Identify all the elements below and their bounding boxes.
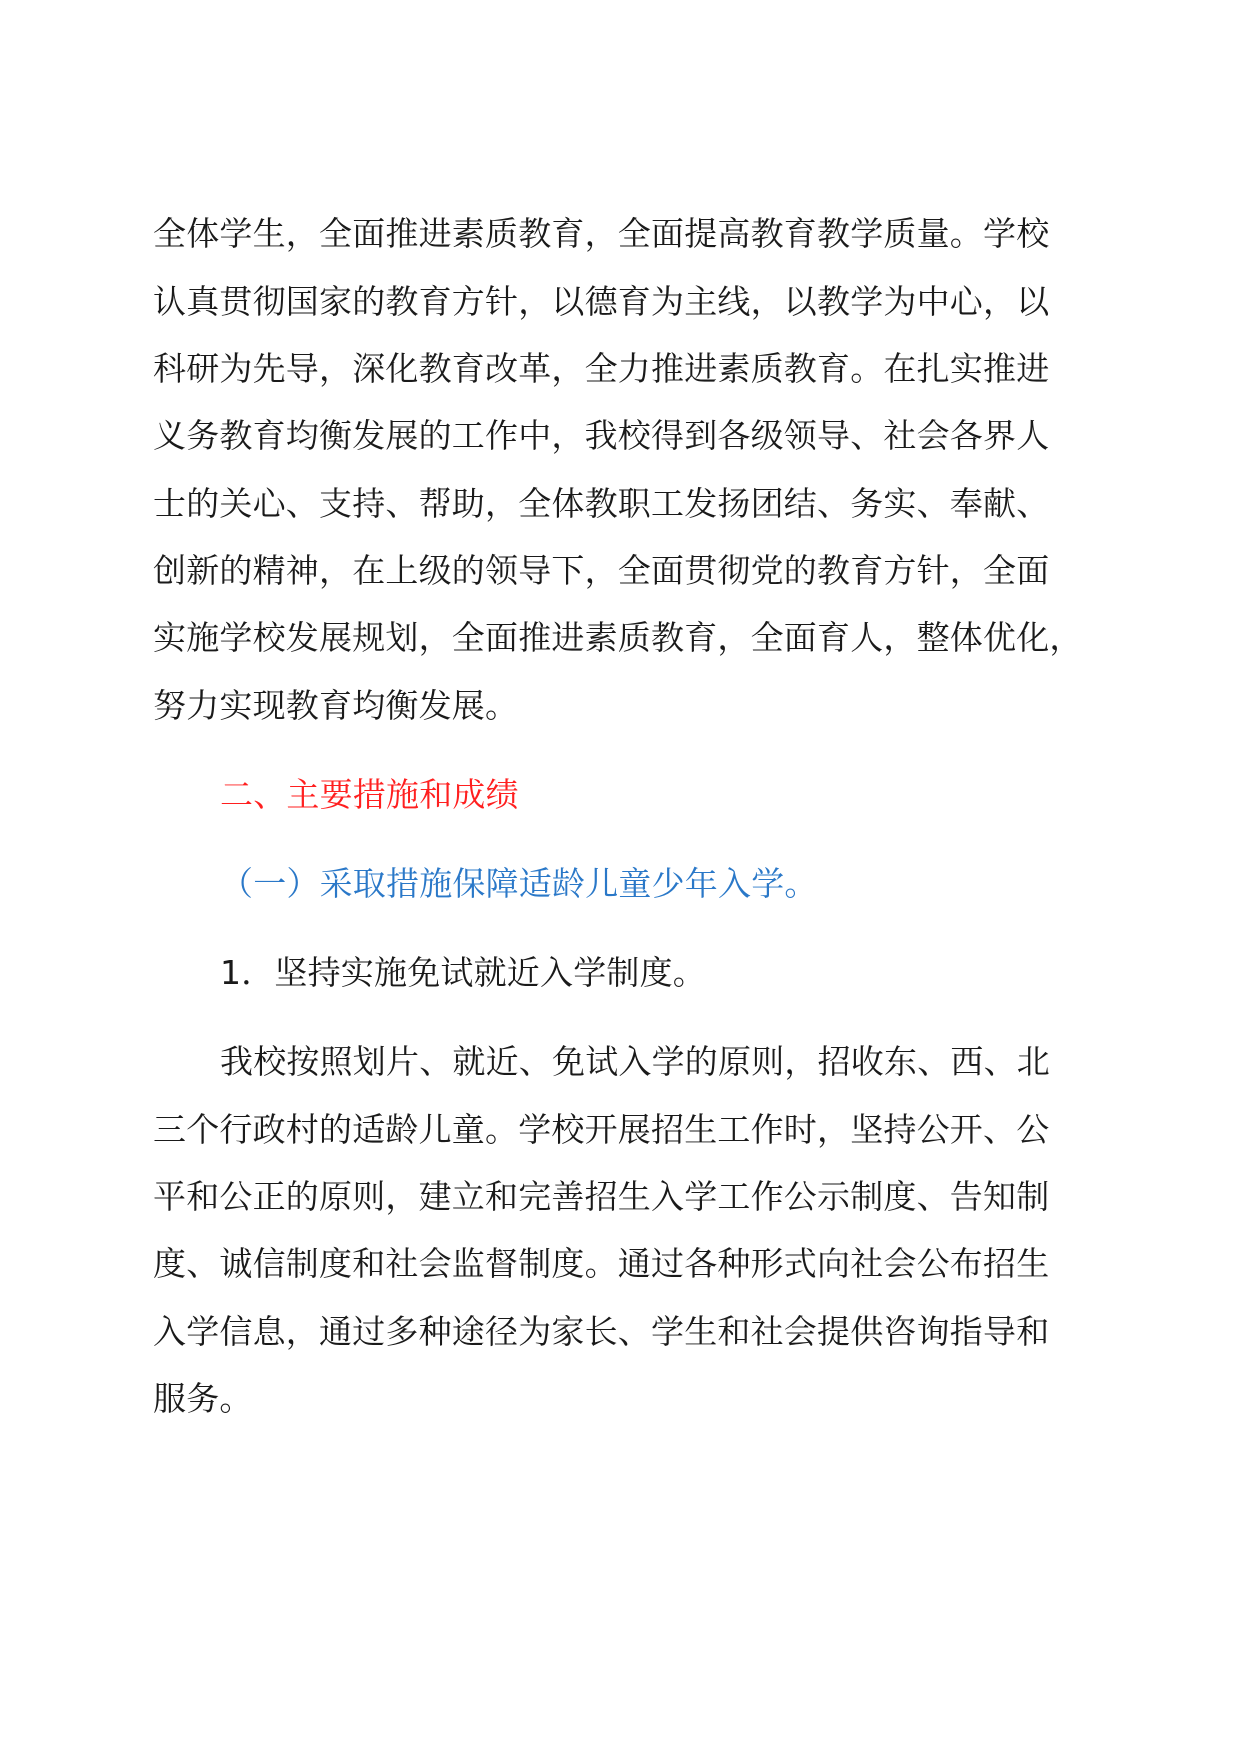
body-text-line: 平和公正的原则，建立和完善招生入学工作公示制度、告知制 (153, 1177, 1050, 1216)
body-text-line: 全体学生，全面推进素质教育，全面提高教育教学质量。学校 (153, 214, 1050, 253)
body-text-line: 服务。 (153, 1379, 253, 1418)
body-text-line: 实施学校发展规划，全面推进素质教育，全面育人，整体优化， (153, 618, 1083, 657)
body-text-line: 创新的精神，在上级的领导下，全面贯彻党的教育方针，全面 (153, 551, 1050, 590)
body-text-line: 士的关心、支持、帮助，全体教职工发扬团结、务实、奉献、 (153, 484, 1050, 523)
body-text-line: 努力实现教育均衡发展。 (153, 686, 519, 725)
item-heading: 1．坚持实施免试就近入学制度。 (220, 953, 706, 992)
body-text-line: 义务教育均衡发展的工作中，我校得到各级领导、社会各界人 (153, 416, 1050, 455)
subsection-heading: （一）采取措施保障适龄儿童少年入学。 (220, 864, 818, 903)
body-text-line: 科研为先导，深化教育改革，全力推进素质教育。在扎实推进 (153, 349, 1050, 388)
body-text-line: 入学信息，通过多种途径为家长、学生和社会提供咨询指导和 (153, 1312, 1050, 1351)
section-heading: 二、主要措施和成绩 (220, 775, 519, 814)
body-text-line: 我校按照划片、就近、免试入学的原则，招收东、西、北 (220, 1042, 1050, 1081)
body-text-line: 认真贯彻国家的教育方针，以德育为主线，以教学为中心，以 (153, 282, 1050, 321)
body-text-line: 度、诚信制度和社会监督制度。通过各种形式向社会公布招生 (153, 1244, 1050, 1283)
body-text-line: 三个行政村的适龄儿童。学校开展招生工作时，坚持公开、公 (153, 1110, 1050, 1149)
